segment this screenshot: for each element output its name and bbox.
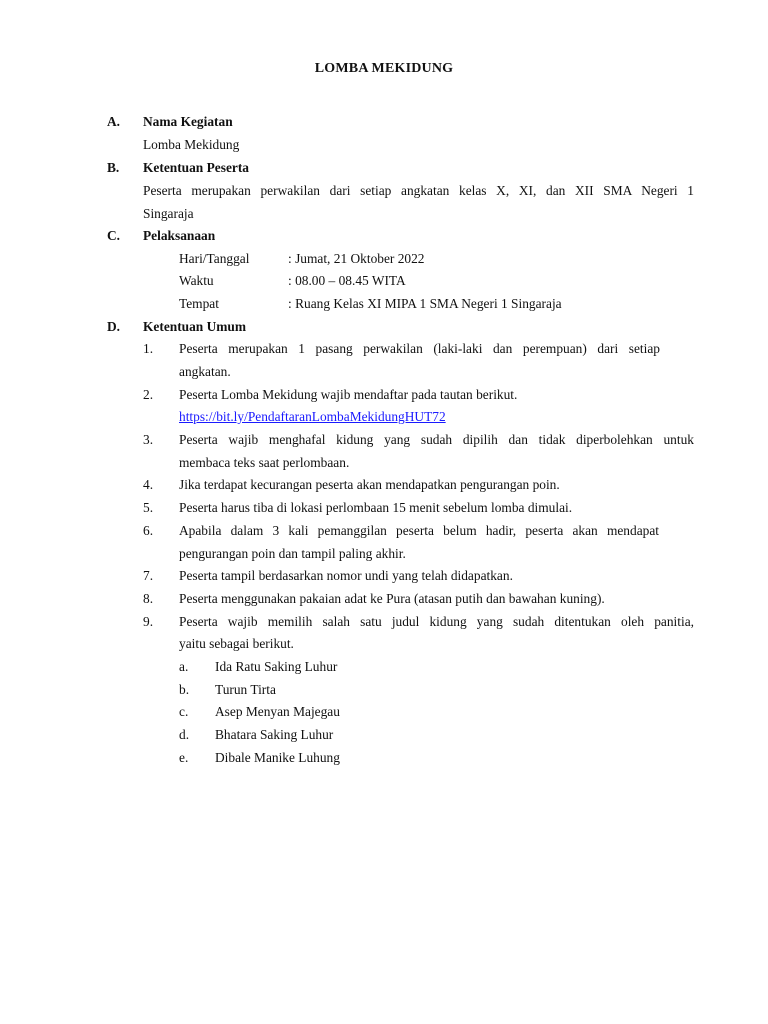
list-item-number: 8.: [143, 591, 154, 606]
section-d-heading: Ketentuan Umum: [143, 319, 247, 334]
song-letter: b.: [179, 682, 190, 697]
list-item-text: Peserta wajib menghafal kidung yang sudah dipilih dan tidak diperbolehkan untuk: [179, 432, 694, 447]
song-title: Turun Tirta: [215, 682, 276, 697]
section-c-heading: Pelaksanaan: [143, 228, 216, 243]
schedule-value-time: : 08.00 – 08.45 WITA: [288, 273, 406, 288]
song-letter: c.: [179, 704, 189, 719]
list-item-text-cont: angkatan.: [179, 364, 231, 379]
list-item-text: Peserta menggunakan pakaian adat ke Pura (atasan putih dan bawahan kuning).: [179, 591, 605, 606]
registration-link[interactable]: https://bit.ly/PendaftaranLombaMekidungHUT72: [179, 409, 446, 424]
section-a-heading: Nama Kegiatan: [143, 114, 233, 129]
list-item-number: 7.: [143, 568, 154, 583]
list-item-text: Peserta Lomba Mekidung wajib mendaftar pada tautan berikut.: [179, 387, 518, 402]
song-title: Asep Menyan Majegau: [215, 704, 340, 719]
section-a-text: Lomba Mekidung: [143, 137, 240, 152]
schedule-label-time: Waktu: [179, 273, 214, 288]
section-c-letter: C.: [107, 228, 121, 243]
document-title: LOMBA MEKIDUNG: [314, 61, 454, 76]
list-item-text: Jika terdapat kecurangan peserta akan mendapatkan pengurangan poin.: [179, 477, 560, 492]
list-item-text-cont: pengurangan poin dan tampil paling akhir.: [179, 546, 406, 561]
list-item-text-cont: yaitu sebagai berikut.: [179, 636, 294, 651]
section-b-line-1: Peserta merupakan perwakilan dari setiap angkatan kelas X, XI, dan XII SMA Negeri 1: [143, 183, 694, 198]
section-d-letter: D.: [107, 319, 121, 334]
list-item-text: Peserta wajib memilih salah satu judul kidung yang sudah ditentukan oleh panitia,: [179, 614, 694, 629]
schedule-label-place: Tempat: [179, 296, 219, 311]
list-item-text: Peserta harus tiba di lokasi perlombaan 15 menit sebelum lomba dimulai.: [179, 500, 573, 515]
section-a-letter: A.: [107, 114, 121, 129]
list-item-number: 6.: [143, 523, 154, 538]
song-letter: e.: [179, 750, 189, 765]
list-item-number: 3.: [143, 432, 154, 447]
song-letter: d.: [179, 727, 190, 742]
song-letter: a.: [179, 659, 189, 674]
section-b-line-2: Singaraja: [143, 206, 194, 221]
schedule-value-date: : Jumat, 21 Oktober 2022: [288, 251, 425, 266]
list-item-text-cont: membaca teks saat perlombaan.: [179, 455, 350, 470]
schedule-label-date: Hari/Tanggal: [179, 251, 250, 266]
list-item-text: Peserta merupakan 1 pasang perwakilan (laki-laki dan perempuan) dari setiap: [179, 341, 660, 356]
schedule-value-place: : Ruang Kelas XI MIPA 1 SMA Negeri 1 Singaraja: [288, 296, 562, 311]
list-item-text: Peserta tampil berdasarkan nomor undi yang telah didapatkan.: [179, 568, 513, 583]
list-item-number: 9.: [143, 614, 154, 629]
song-title: Dibale Manike Luhung: [215, 750, 340, 765]
section-b-heading: Ketentuan Peserta: [143, 160, 249, 175]
list-item-number: 2.: [143, 387, 154, 402]
list-item-text: Apabila dalam 3 kali pemanggilan peserta belum hadir, peserta akan mendapat: [179, 523, 659, 538]
song-title: Bhatara Saking Luhur: [215, 727, 334, 742]
song-title: Ida Ratu Saking Luhur: [215, 659, 338, 674]
section-b-letter: B.: [107, 160, 120, 175]
list-item-number: 4.: [143, 477, 154, 492]
list-item-number: 1.: [143, 341, 154, 356]
list-item-number: 5.: [143, 500, 154, 515]
